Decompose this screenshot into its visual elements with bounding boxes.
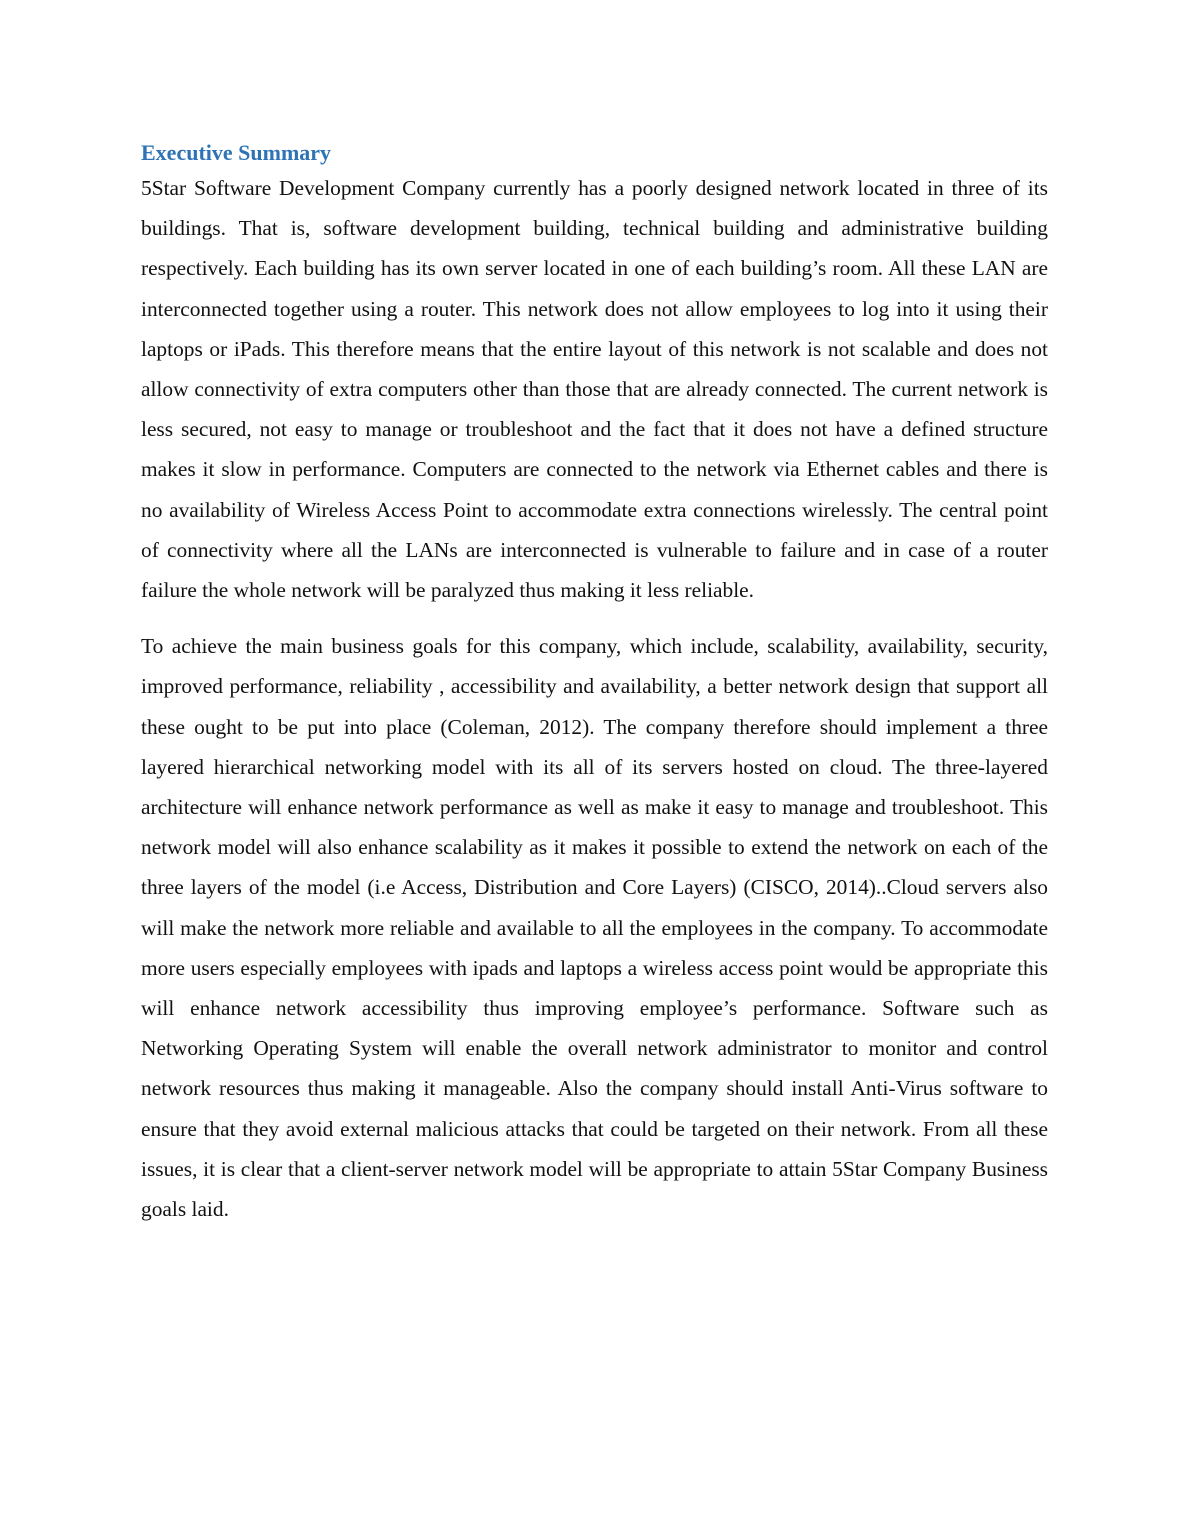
section-heading-executive-summary: Executive Summary (141, 140, 332, 165)
paragraph-current-network: 5Star Software Development Company currently has a poorly designed network located in three of its buildings. That is, software development building, technical building and administrative building respectively. Each building has its own server located in one of each building’s room. All these LAN are interconnected together using a router. This network does not allow employees to log into it using their laptops or iPads. This therefore means that the entire layout of this network is not scalable and does not allow connectivity of extra computers other than those that are already connected. The current network is less secured, not easy to manage or troubleshoot and the fact that it does not have a defined structure makes it slow in performance. Computers are connected to the network via Ethernet cables and there is no availability of Wireless Access Point to accommodate extra connections wirelessly. The central point of connectivity where all the LANs are interconnected is vulnerable to failure and in case of a router failure the whole network will be paralyzed thus making it less reliable. (141, 176, 1048, 603)
document-body (141, 138, 1048, 1229)
paragraph-business-goals: To achieve the main business goals for this company, which include, scalability, availability, security, improved performance, reliability , accessibility and availability, a better network design that support all these ought to be put into place (Coleman, 2012). The company therefore should implement a three layered hierarchical networking model with its all of its servers hosted on cloud. The three-layered architecture will enhance network performance as well as make it easy to manage and troubleshoot. This network model will also enhance scalability as it makes it possible to extend the network on each of the three layers of the model (i.e Access, Distribution and Core Layers) (CISCO, 2014)..Cloud servers also will make the network more reliable and available to all the employees in the company. To accommodate more users especially employees with ipads and laptops a wireless access point would be appropriate this will enhance network accessibility thus improving employee’s performance. Software such as Networking Operating System will enable the overall network administrator to monitor and control network resources thus making it manageable. Also the company should install Anti-Virus software to ensure that they avoid external malicious attacks that could be targeted on their network. From all these issues, it is clear that a client-server network model will be appropriate to attain 5Star Company Business goals laid. (141, 634, 1048, 1222)
